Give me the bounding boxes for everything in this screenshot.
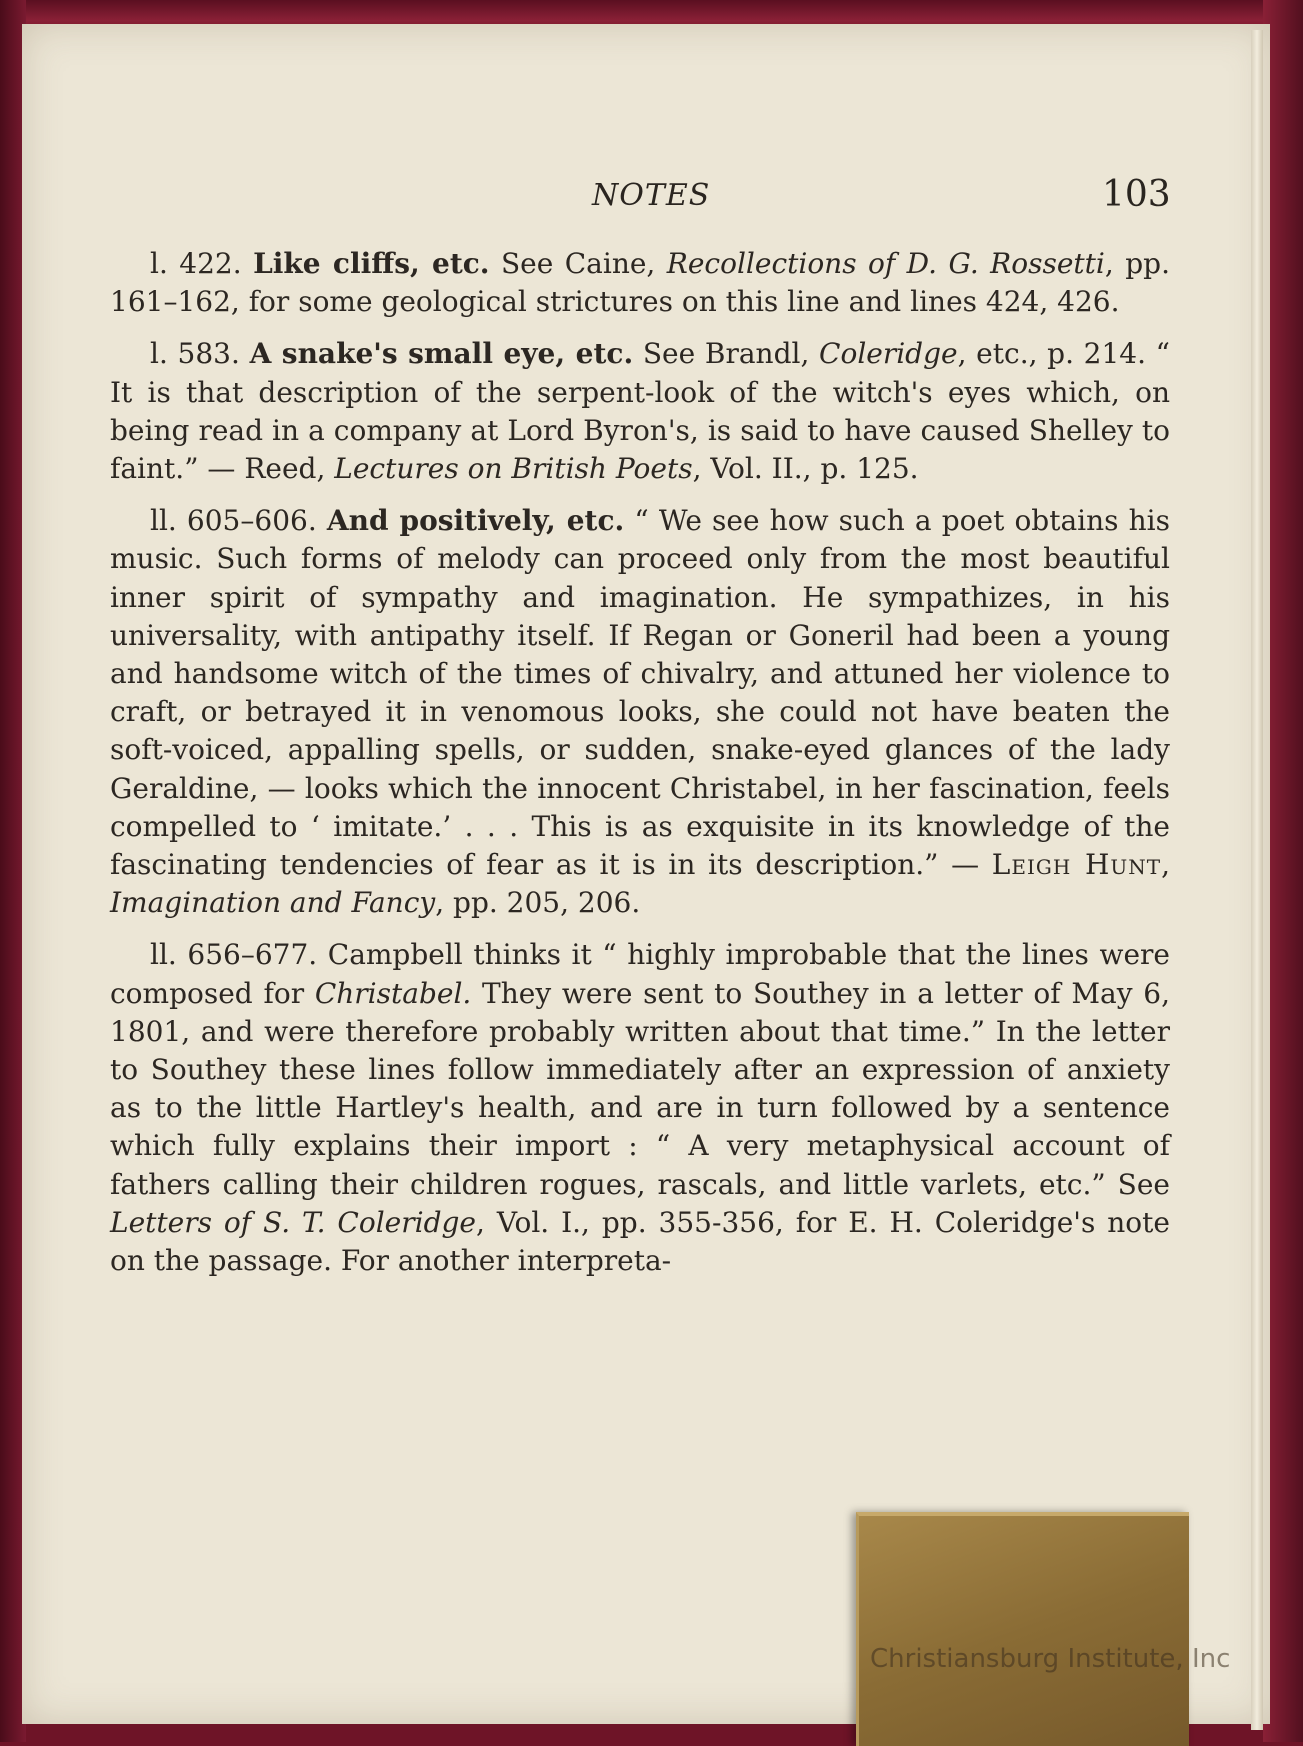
note-text: , Vol. I., pp. 355-356, for E. H. Coleridge's note on the passage. For another interpreta- [110,1205,1170,1278]
note-reference: ll. 605–606. [150,504,317,538]
note-ll-605-606 [110,502,1170,922]
page-header [22,174,1270,224]
note-italic-title: Christabel. [314,976,472,1010]
watermark: Christiansburg Institute, Inc [870,1644,1231,1674]
page-edge [1251,30,1263,1730]
note-l-422 [110,245,1170,321]
note-text: , etc., p. 214. “ It is that description of the serpent-look of the witch's eyes which, on being read in a company at Lord Byron's, is said to have caused Shelley to faint.” — Reed, [110,337,1170,486]
note-italic-title: Lectures on British Poets [334,452,693,486]
note-italic-title: Imagination and Fancy [110,886,436,920]
note-text: See Caine, [489,247,667,280]
note-text: See Brandl, [633,337,820,371]
running-title: NOTES [592,178,711,213]
note-text: , [1161,848,1170,882]
note-reference: l. 422. [150,247,242,280]
note-text: They were sent to Southey in a letter of May 6, 1801, and were therefore probably written about that time.” In the letter to Southey these lines follow immediately after an expression of anxiety as to the little Hartley's health, and are in turn followed by a sentence which fully explains their import : “ A very metaphysical account of fathers calling their children rogues, rascals, and little varlets, etc.” See [110,976,1171,1201]
note-lemma: Like cliffs, etc. [253,247,490,280]
note-text: “ We see how such a poet obtains his music. Such forms of melody can proceed only from the most beautiful inner spirit of sympathy and imagination. He sympathizes, in his universality, with antipathy itself. If Regan or Goneril had been a young and handsome witch of the times of chivalry, and attuned her violence to craft, or betrayed it in venomous looks, she could not have beaten the soft-voiced, appalling spells, or sudden, snake-eyed glances of the lady Geraldine, — looks which the innocent Christabel, in her fascination, feels compelled to ‘ imitate.’ . . . This is as exquisite in its knowledge of the fascinating tendencies of fear as it is in its description.” — [110,504,1171,882]
note-text: Campbell thinks it “ highly improbable that the lines were composed for [110,938,1170,1010]
note-text: , pp. 161–162, for some geological strictures on this line and lines 424, 426. [110,247,1170,319]
note-text: , Vol. II., p. 125. [692,452,919,486]
note-italic-title: Coleridge [819,337,958,371]
note-l-583 [110,335,1170,488]
note-italic-title: Letters of S. T. Coleridge [110,1205,476,1239]
note-reference: l. 583. [150,337,240,371]
notes-body [110,245,1170,1294]
note-lemma: A snake's small eye, etc. [249,337,634,371]
note-ll-656-677 [110,936,1170,1280]
note-lemma: And positively, etc. [326,504,625,538]
bookmark-tab [856,1512,1189,1746]
page-number: 103 [1102,174,1171,215]
note-reference: ll. 656–677. [150,938,318,972]
note-author-small-caps: Leigh Hunt [991,848,1162,882]
note-italic-title: Recollections of D. G. Rossetti [666,247,1105,280]
note-text: , pp. 205, 206. [435,886,641,920]
